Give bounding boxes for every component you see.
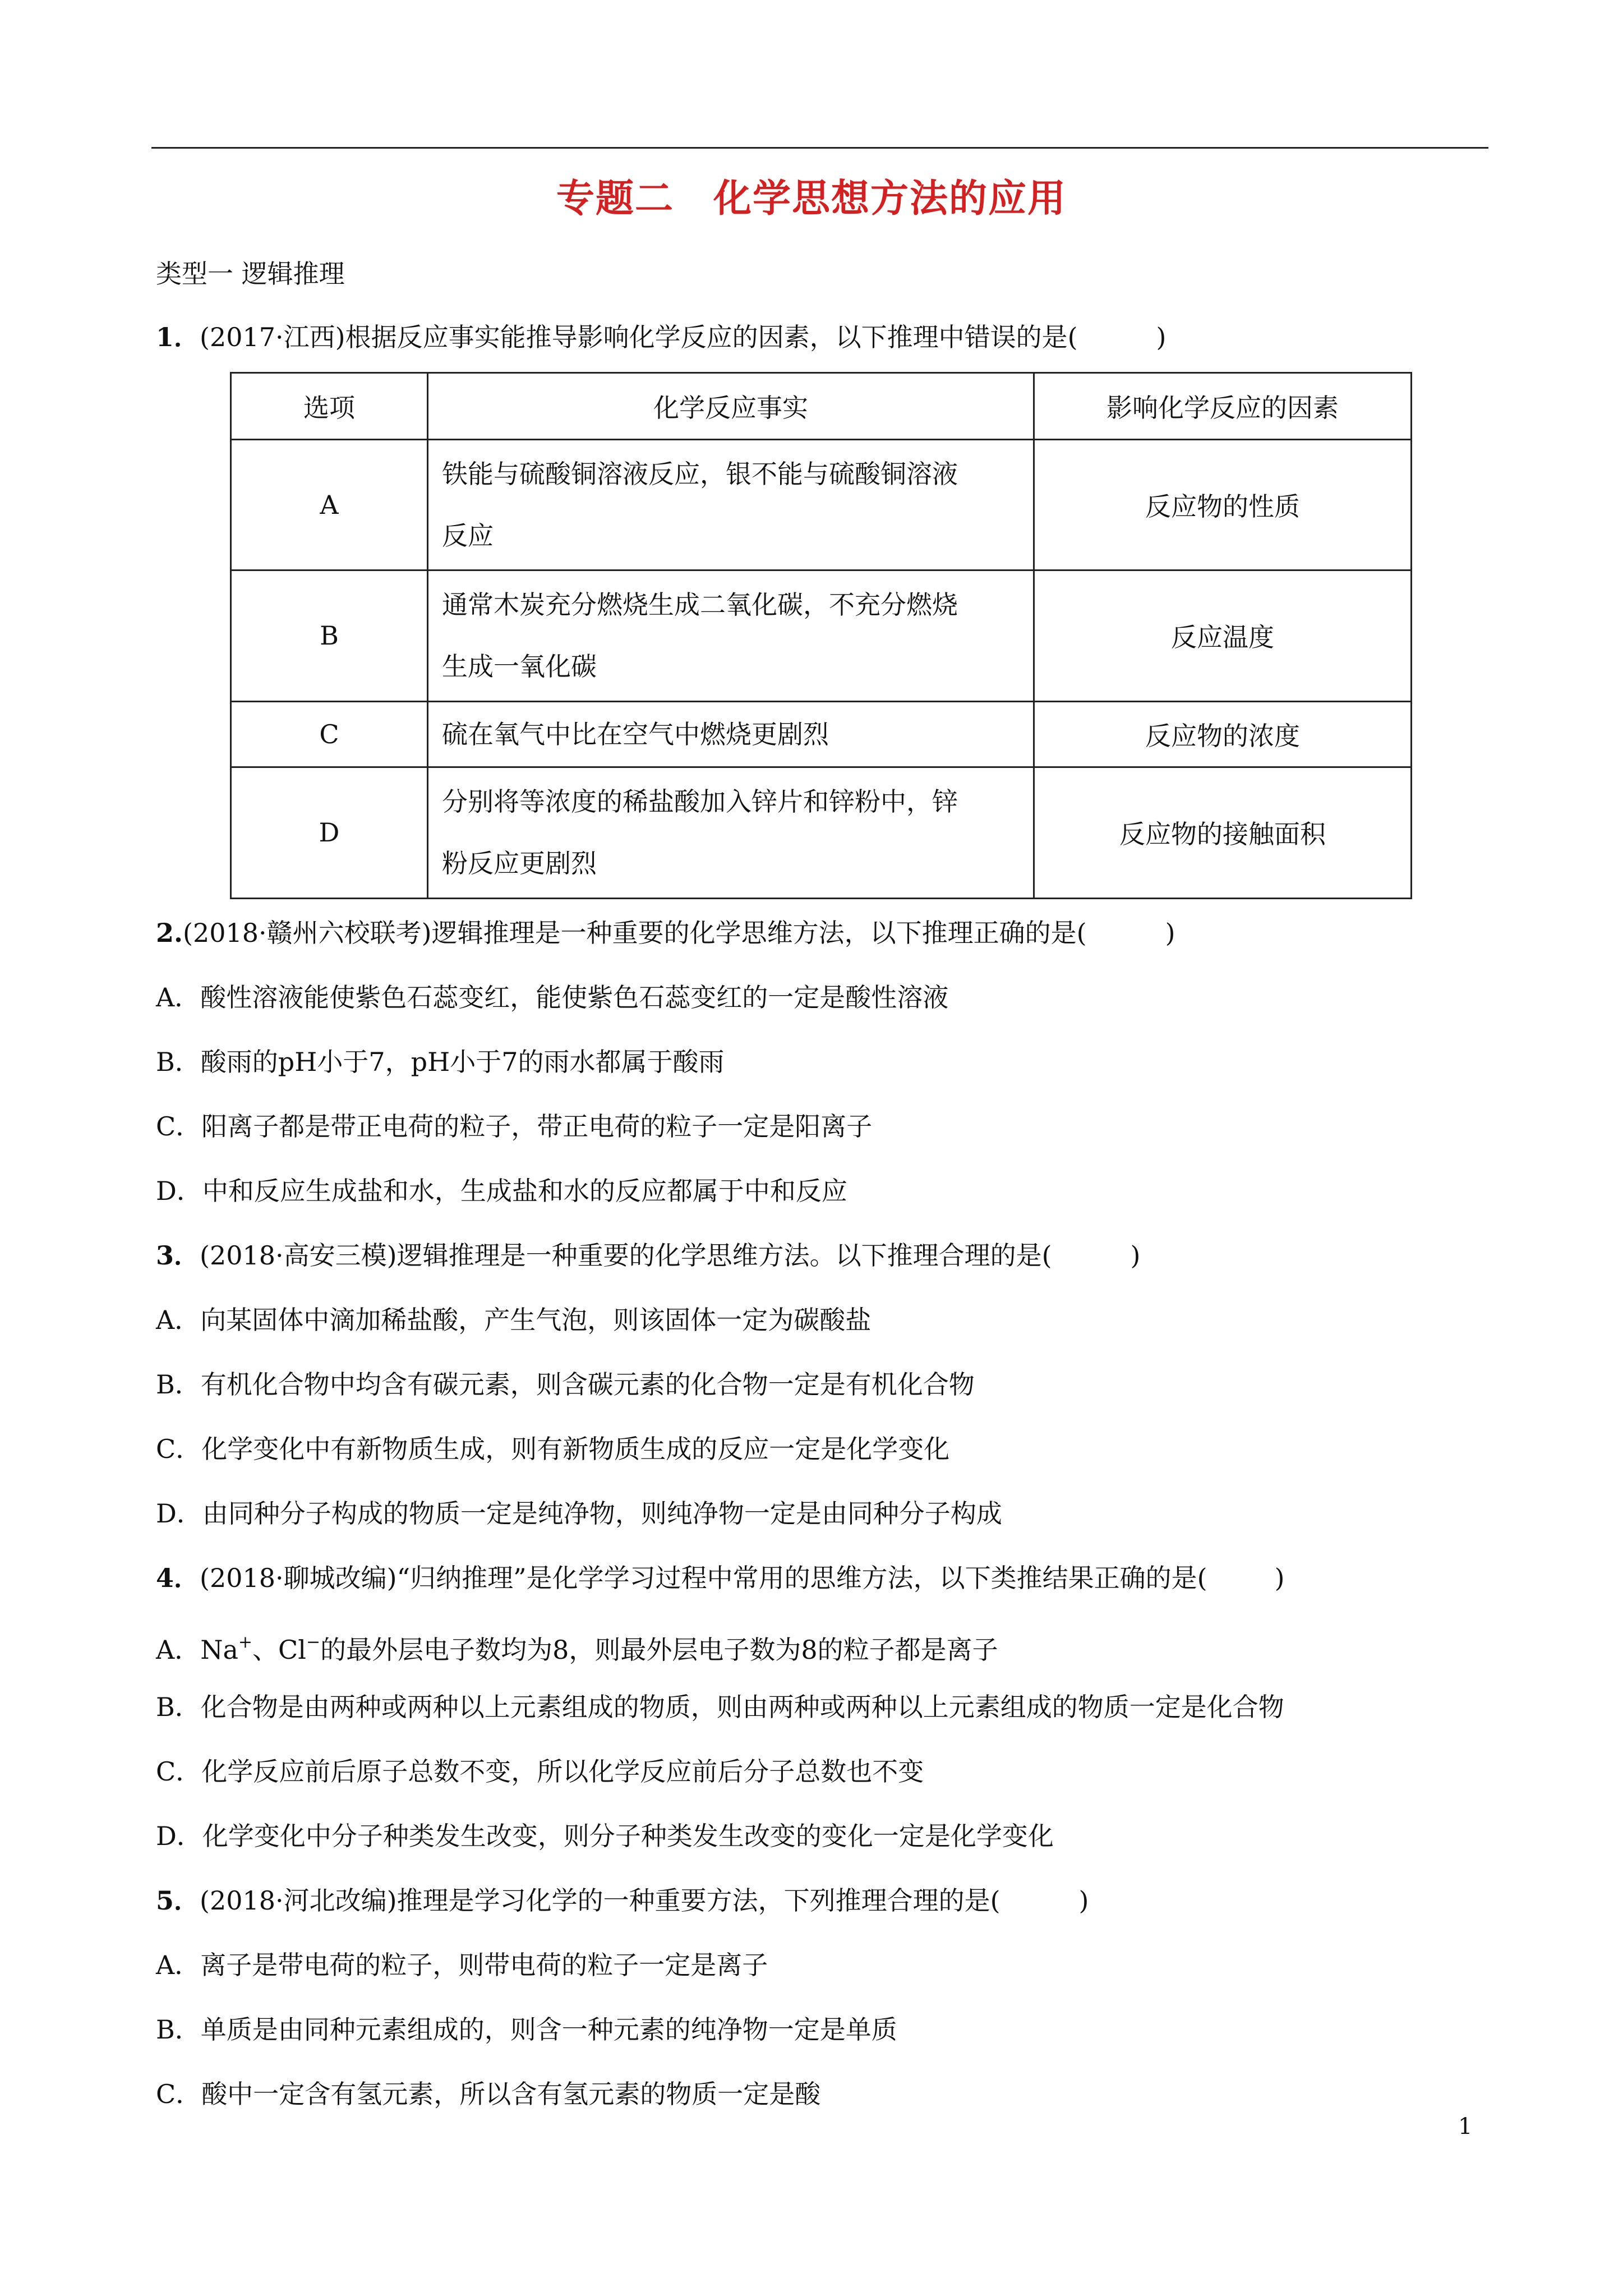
- fact-line: 粉反应更剧烈: [442, 848, 597, 879]
- fact-line: 分别将等浓度的稀盐酸加入锌片和锌粉中，锌: [442, 786, 958, 817]
- table-cell-fact: [428, 767, 1034, 898]
- question-stem: (2018·河北改编)推理是学习化学的一种重要方法，下列推理合理的是(: [200, 1885, 1000, 1916]
- table-cell-fact: [428, 570, 1034, 701]
- table-header-cell: 影响化学反应的因素: [1034, 373, 1412, 440]
- table-row: [231, 767, 1412, 898]
- question-number: 2.: [156, 918, 183, 948]
- option-a-mid: 、Cl: [252, 1635, 306, 1665]
- option-c: C．阳离子都是带正电荷的粒子，带正电荷的粒子一定是阳离子: [156, 1111, 873, 1142]
- option-d: D．化学变化中分子种类发生改变，则分子种类发生改变的变化一定是化学变化: [156, 1821, 1054, 1851]
- page-number: 1: [1458, 2114, 1473, 2139]
- table-header-cell: 化学反应事实: [428, 373, 1034, 440]
- option-a: [156, 1627, 998, 1665]
- question-number: 4．: [156, 1563, 200, 1593]
- question-number: 1．: [156, 322, 200, 352]
- section-heading: 类型一 逻辑推理: [156, 259, 345, 289]
- fact-line: 铁能与硫酸铜溶液反应，银不能与硫酸铜溶液: [442, 459, 958, 490]
- table-cell-option: A: [231, 440, 428, 570]
- table-row: [231, 701, 1412, 767]
- fact-line: 硫在氧气中比在空气中燃烧更剧烈: [442, 719, 829, 749]
- table-cell-factor: 反应物的浓度: [1034, 701, 1412, 767]
- table-cell-option: C: [231, 701, 428, 767]
- charge-superscript: +: [238, 1632, 253, 1652]
- question-4: [156, 1562, 1285, 1594]
- answer-paren-close: ): [1274, 1563, 1285, 1593]
- answer-paren-close: ): [1130, 1240, 1141, 1271]
- table-cell-factor: 反应物的接触面积: [1034, 767, 1412, 898]
- table-cell-option: D: [231, 767, 428, 898]
- option-d: D．由同种分子构成的物质一定是纯净物，则纯净物一定是由同种分子构成: [156, 1498, 1002, 1529]
- answer-paren-close: ): [1156, 322, 1166, 352]
- option-d: D．中和反应生成盐和水，生成盐和水的反应都属于中和反应: [156, 1176, 847, 1206]
- answer-paren-close: ): [1165, 918, 1175, 948]
- reaction-facts-table: [230, 372, 1412, 899]
- page-title: 专题二 化学思想方法的应用: [556, 177, 1067, 221]
- question-stem: (2017·江西)根据反应事实能推导影响化学反应的因素，以下推理中错误的是(: [200, 322, 1078, 352]
- option-a-prefix: A．Na: [156, 1635, 238, 1665]
- option-b: B．化合物是由两种或两种以上元素组成的物质，则由两种或两种以上元素组成的物质一定是化合物: [156, 1692, 1284, 1722]
- table-cell-option: B: [231, 570, 428, 701]
- charge-superscript: −: [306, 1632, 321, 1652]
- question-stem: (2018·赣州六校联考)逻辑推理是一种重要的化学思维方法，以下推理正确的是(: [183, 918, 1087, 948]
- question-number: 3．: [156, 1240, 200, 1271]
- question-stem: (2018·聊城改编)“归纳推理”是化学学习过程中常用的思维方法，以下类推结果正确的是(: [200, 1563, 1207, 1593]
- answer-paren-close: ): [1078, 1885, 1089, 1916]
- fact-line: 通常木炭充分燃烧生成二氧化碳，不充分燃烧: [442, 590, 958, 620]
- table-cell-fact: [428, 701, 1034, 767]
- table-header-cell: 选项: [231, 373, 428, 440]
- table-row: [231, 440, 1412, 570]
- fact-line: 生成一氧化碳: [442, 651, 597, 682]
- option-c: C．化学反应前后原子总数不变，所以化学反应前后分子总数也不变: [156, 1756, 924, 1787]
- option-a: A．向某固体中滴加稀盐酸，产生气泡，则该固体一定为碳酸盐: [156, 1305, 872, 1335]
- table-row: [231, 570, 1412, 701]
- question-2: [156, 917, 1175, 949]
- question-number: 5．: [156, 1885, 200, 1916]
- question-stem: (2018·高安三模)逻辑推理是一种重要的化学思维方法。以下推理合理的是(: [200, 1240, 1052, 1271]
- option-a-rest: 的最外层电子数均为8，则最外层电子数为8的粒子都是离子: [320, 1635, 998, 1665]
- table-cell-fact: [428, 440, 1034, 570]
- option-a: A．离子是带电荷的粒子，则带电荷的粒子一定是离子: [156, 1950, 768, 1980]
- option-b: B．有机化合物中均含有碳元素，则含碳元素的化合物一定是有机化合物: [156, 1369, 975, 1400]
- question-5: [156, 1885, 1089, 1916]
- option-c: C．化学变化中有新物质生成，则有新物质生成的反应一定是化学变化: [156, 1434, 950, 1464]
- table-cell-factor: 反应温度: [1034, 570, 1412, 701]
- option-b: B．酸雨的pH小于7，pH小于7的雨水都属于酸雨: [156, 1047, 725, 1077]
- option-b: B．单质是由同种元素组成的，则含一种元素的纯净物一定是单质: [156, 2014, 897, 2045]
- fact-line: 反应: [442, 521, 494, 551]
- table-header-row: [231, 373, 1412, 440]
- header-rule: [151, 147, 1488, 149]
- question-3: [156, 1240, 1141, 1271]
- option-a: A．酸性溶液能使紫色石蕊变红，能使紫色石蕊变红的一定是酸性溶液: [156, 982, 949, 1013]
- question-1: [156, 321, 1166, 353]
- option-c: C．酸中一定含有氢元素，所以含有氢元素的物质一定是酸: [156, 2079, 821, 2109]
- table-cell-factor: 反应物的性质: [1034, 440, 1412, 570]
